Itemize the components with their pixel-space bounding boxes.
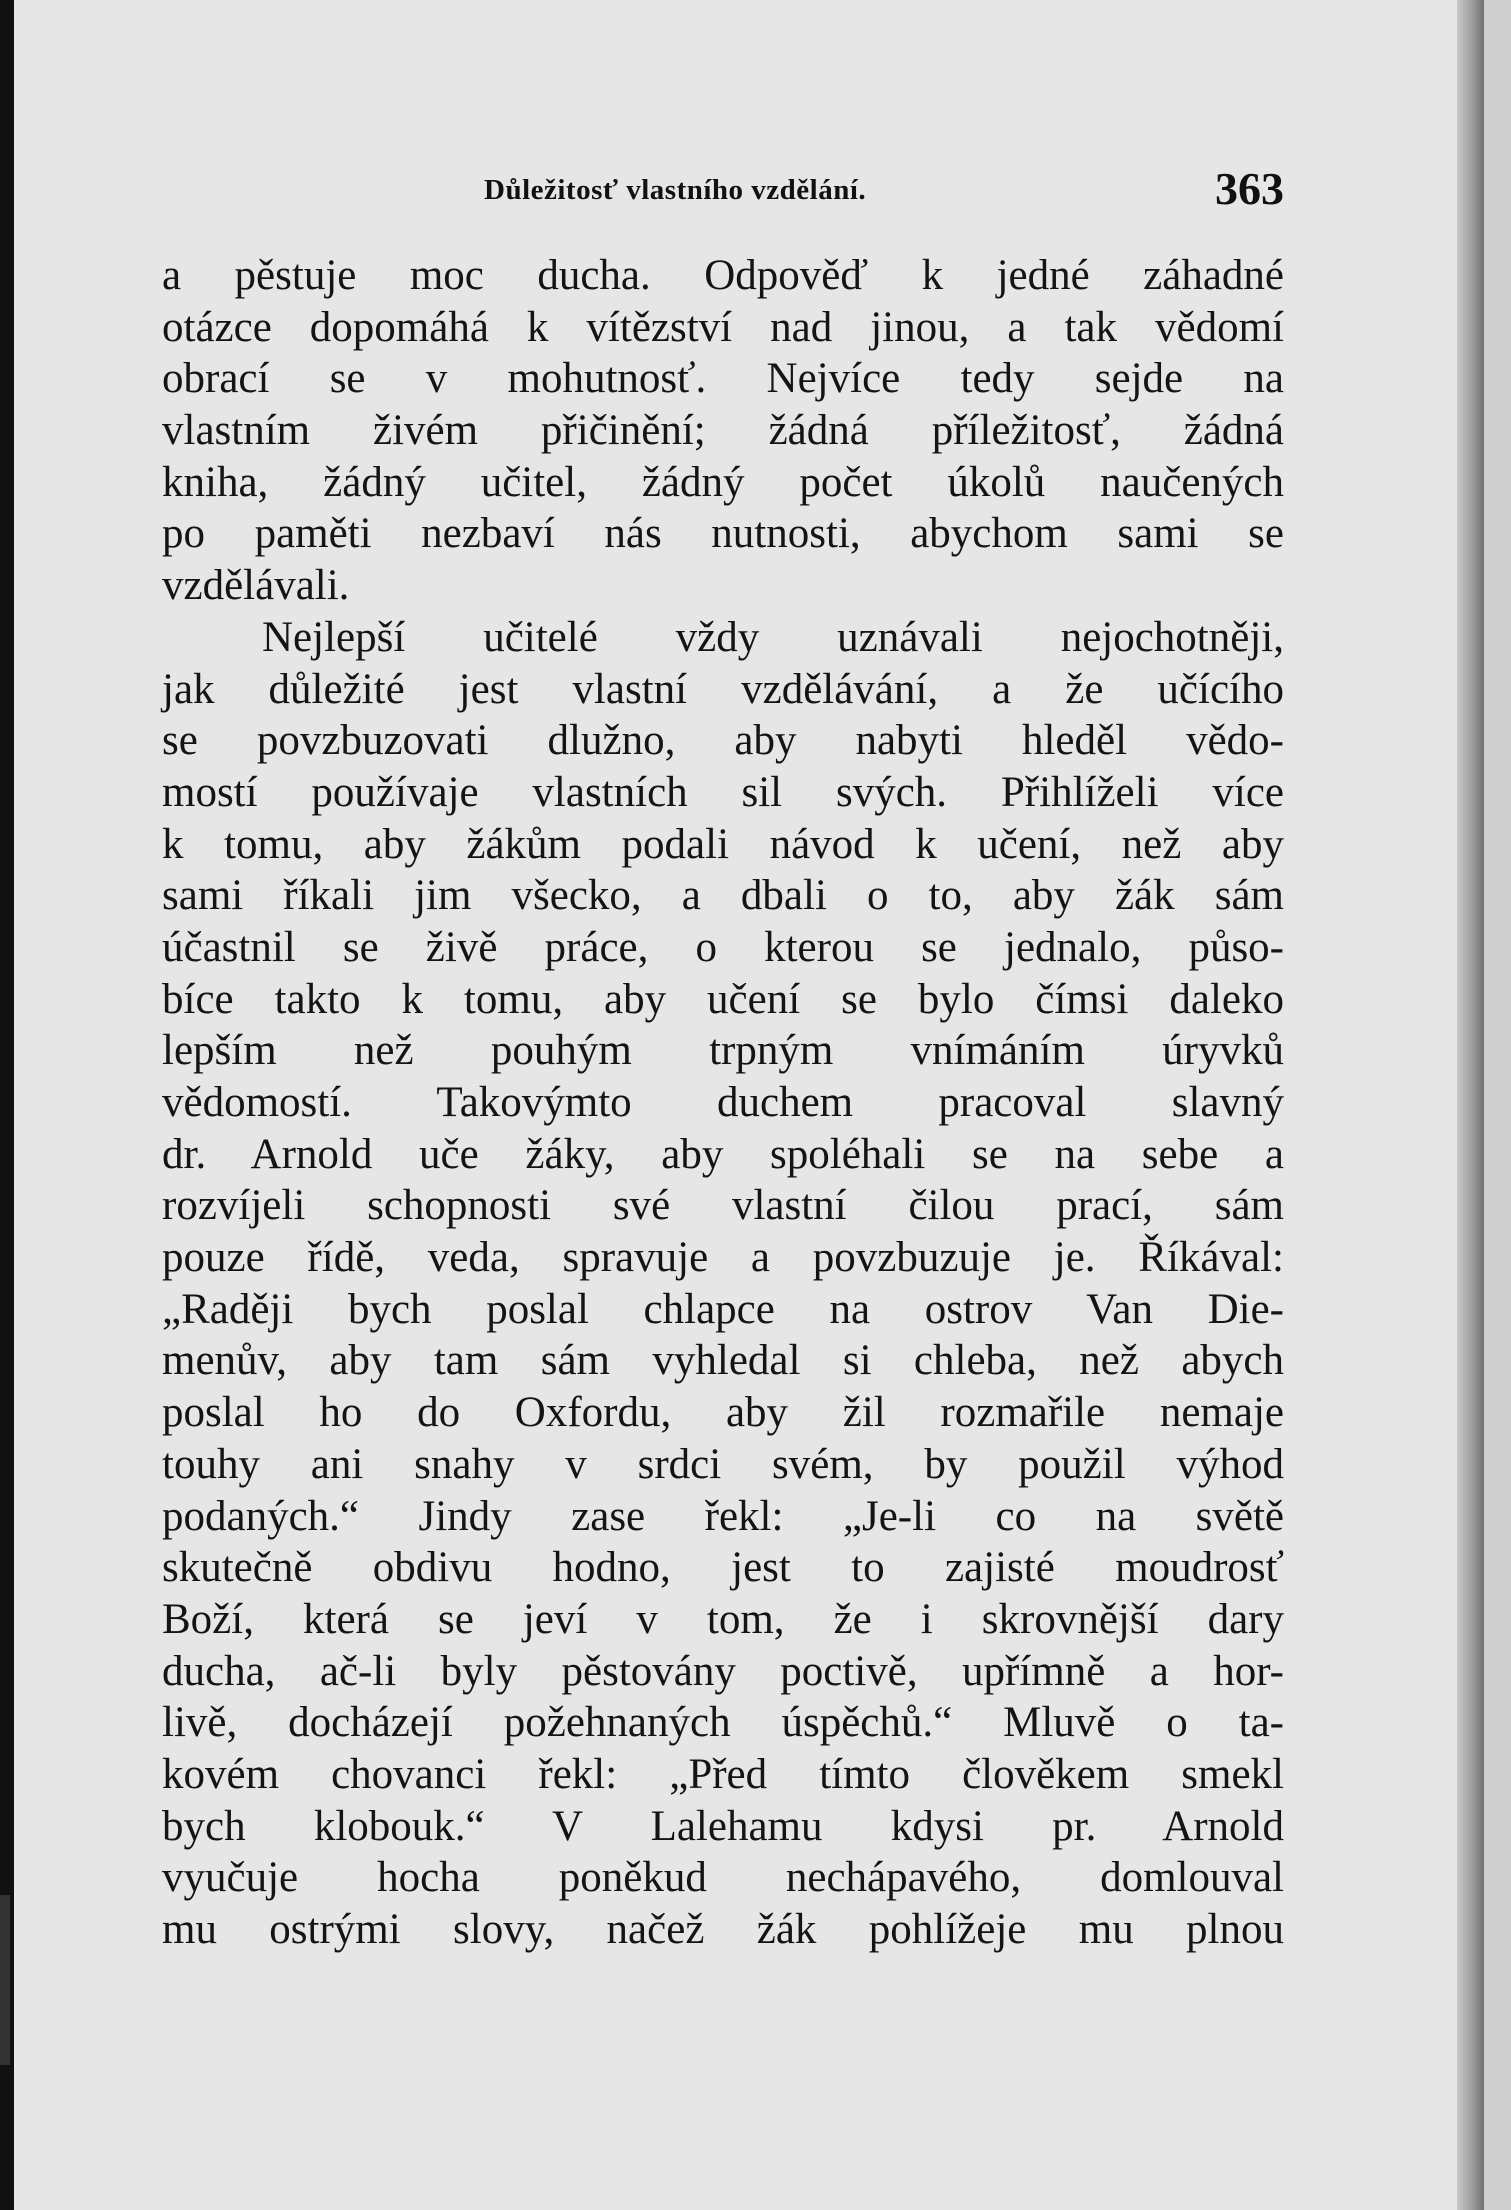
text-line: pouze řídě, veda, spravuje a povzbuzuje je. Říkával: <box>162 1234 1284 1282</box>
text-line: obrací se v mohutnosť. Nejvíce tedy sejde na <box>162 355 1284 403</box>
text-line: kovém chovanci řekl: „Před tímto člověkem smekl <box>162 1750 1284 1798</box>
text-line: po paměti nezbaví nás nutnosti, abychom sami se <box>162 510 1284 558</box>
text-line: účastnil se živě práce, o kterou se jednalo, půso- <box>162 923 1284 971</box>
text-line: rozvíjeli schopnosti své vlastní čilou prací, sám <box>162 1182 1284 1230</box>
text-line: otázce dopomáhá k vítězství nad jinou, a tak vědomí <box>162 303 1284 351</box>
text-line: kniha, žádný učitel, žádný počet úkolů naučených <box>162 458 1284 506</box>
text-line: a pěstuje moc ducha. Odpověď k jedné záhadné <box>162 252 1284 299</box>
book-page <box>14 0 1484 2210</box>
text-line: „Raději bych poslal chlapce na ostrov Van Die- <box>162 1285 1284 1333</box>
text-line: poslal ho do Oxfordu, aby žil rozmařile nemaje <box>162 1389 1284 1437</box>
text-line: livě, docházejí požehnaných úspěchů.“ Mluvě o ta- <box>162 1699 1284 1747</box>
text-line: mu ostrými slovy, načež žák pohlížeje mu plnou <box>162 1906 1284 1953</box>
scan-artifact <box>0 1895 10 2065</box>
text-line: bíce takto k tomu, aby učení se bylo čímsi daleko <box>162 975 1284 1023</box>
page-left-edge <box>0 0 14 2210</box>
text-line: Boží, která se jeví v tom, že i skrovnější dary <box>162 1595 1284 1643</box>
text-line: touhy ani snahy v srdci svém, by použil výhod <box>162 1440 1284 1488</box>
page-number: 363 <box>1215 163 1284 214</box>
running-title: Důležitosť vlastního vzdělání. <box>484 174 867 206</box>
text-line: se povzbuzovati dlužno, aby nabyti hleděl vědo- <box>162 717 1284 765</box>
text-line: bych klobouk.“ V Lalehamu kdysi pr. Arnold <box>162 1802 1284 1850</box>
text-line: sami říkali jim všecko, a dbali o to, aby žák sám <box>162 872 1284 920</box>
text-line: lepším než pouhým trpným vnímáním úryvků <box>162 1027 1284 1075</box>
text-line: menův, aby tam sám vyhledal si chleba, než abych <box>162 1337 1284 1385</box>
page-header <box>154 163 1284 218</box>
text-line: k tomu, aby žákům podali návod k učení, než aby <box>162 820 1284 868</box>
text-line: vlastním živém přičinění; žádná příležitosť, žádná <box>162 407 1284 455</box>
text-line: jak důležité jest vlastní vzdělávání, a že učícího <box>162 665 1284 713</box>
text-line: dr. Arnold uče žáky, aby spoléhali se na sebe a <box>162 1130 1284 1178</box>
text-line: vyučuje hocha poněkud nechápavého, domlouval <box>162 1854 1284 1902</box>
page-right-shadow <box>1457 0 1484 2210</box>
text-line: ducha, ač-li byly pěstovány poctivě, upřímně a hor- <box>162 1647 1284 1695</box>
text-line: skutečně obdivu hodno, jest to zajisté moudrosť <box>162 1544 1284 1592</box>
text-line: mostí používaje vlastních sil svých. Přihlíželi více <box>162 768 1284 816</box>
text-line: vzdělávali. <box>162 562 350 610</box>
text-line: vědomostí. Takovýmto duchem pracoval slavný <box>162 1079 1284 1126</box>
text-line: podaných.“ Jindy zase řekl: „Je-li co na světě <box>162 1492 1284 1540</box>
paragraph-start-line: Nejlepší učitelé vždy uznávali nejochotněji, <box>262 613 1284 661</box>
body-text <box>162 250 1284 1956</box>
